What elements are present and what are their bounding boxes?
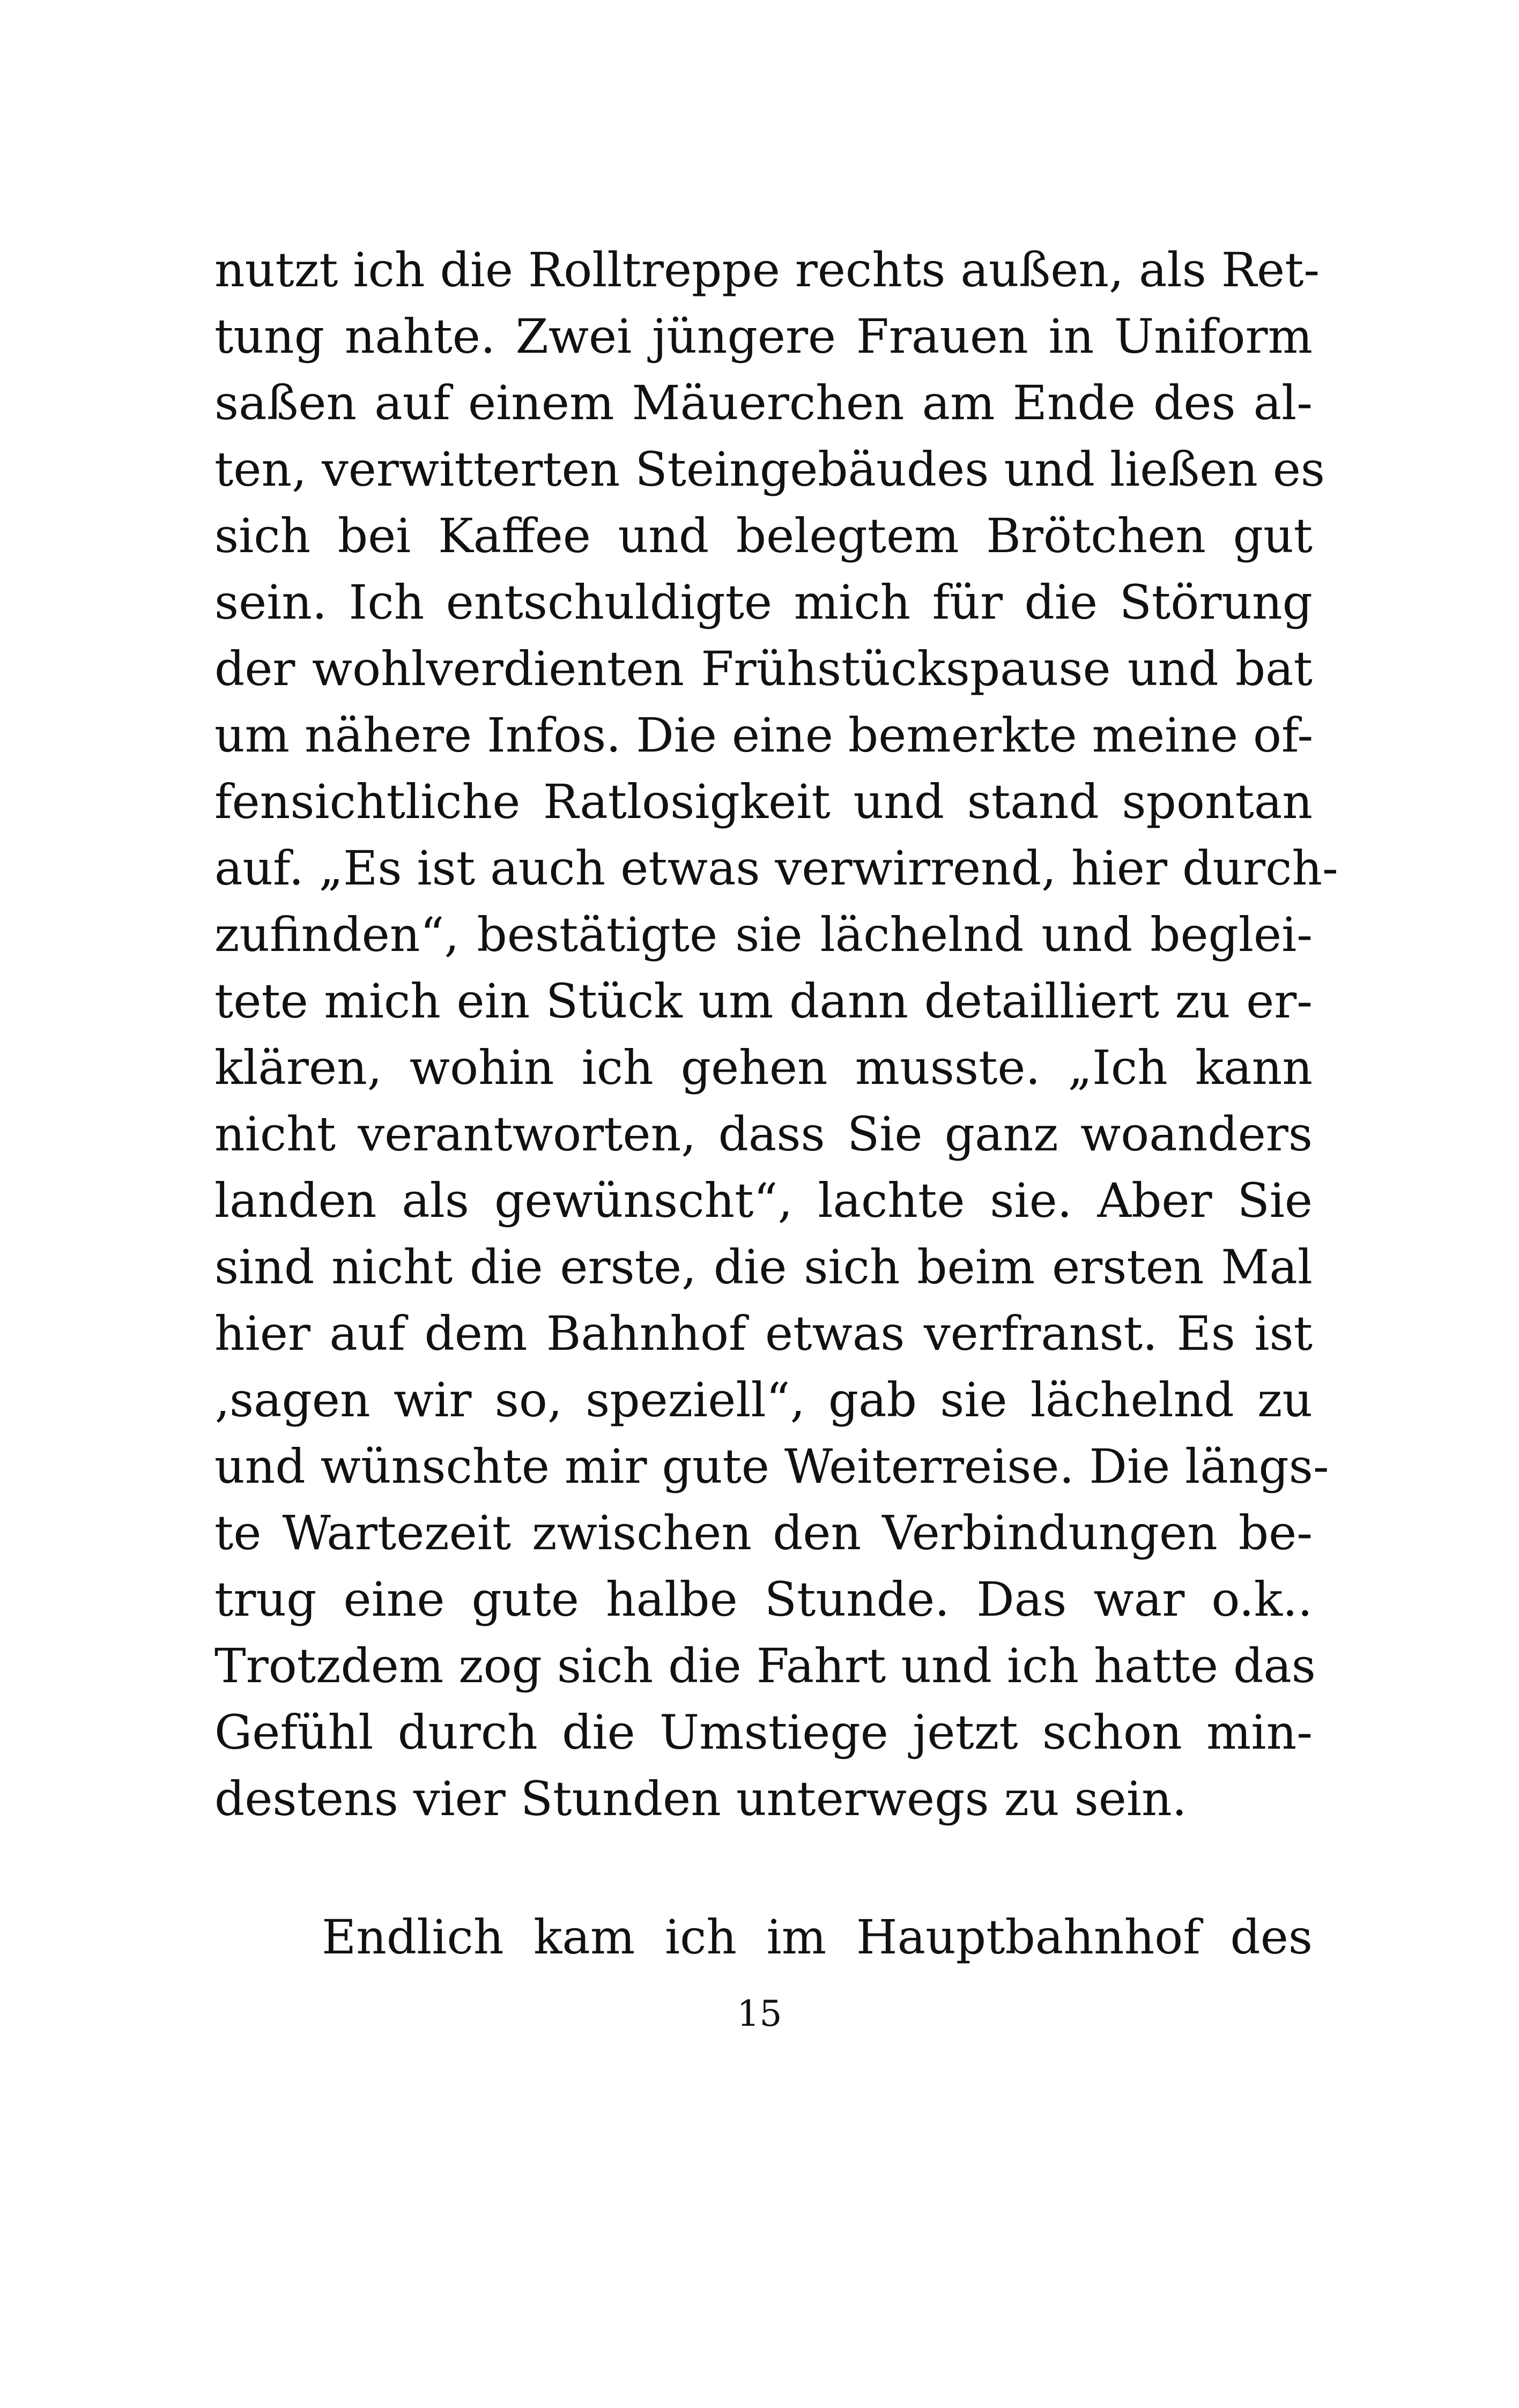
text-line: hier auf dem Bahnhof etwas verfranst. Es ist	[214, 1306, 1313, 1361]
text-line: trug eine gute halbe Stunde. Das war o.k..	[214, 1572, 1313, 1627]
text-line: saßen auf einem Mäuerchen am Ende des al-	[214, 375, 1313, 430]
text-line: landen als gewünscht“, lachte sie. Aber Sie	[214, 1173, 1313, 1228]
text-line: fensichtliche Ratlosigkeit und stand spontan	[214, 774, 1313, 829]
text-line: nutzt ich die Rolltreppe rechts außen, als Ret-	[214, 242, 1320, 298]
text-line: Endlich kam ich im Hauptbahnhof des	[322, 1909, 1313, 1965]
text-line: sein. Ich entschuldigte mich für die Störung	[214, 575, 1313, 630]
page-number: 15	[737, 1993, 782, 2034]
body-text	[214, 237, 1338, 1971]
text-line: tete mich ein Stück um dann detailliert zu er-	[214, 973, 1313, 1029]
text-line: sich bei Kaffee und belegtem Brötchen gut	[214, 508, 1313, 563]
text-line: Gefühl durch die Umstiege jetzt schon min-	[214, 1705, 1313, 1760]
text-line: der wohlverdienten Frühstückspause und bat	[214, 641, 1313, 696]
text-line: zufinden“, bestätigte sie lächelnd und beglei-	[214, 907, 1313, 962]
text-line: nicht verantworten, dass Sie ganz woanders	[214, 1106, 1313, 1162]
text-line: ten, verwitterten Steingebäudes und ließen es	[214, 442, 1325, 497]
text-line: destens vier Stunden unterwegs zu sein.	[214, 1771, 1187, 1826]
text-line: auf. „Es ist auch etwas verwirrend, hier durch-	[214, 841, 1338, 896]
paragraph-gap	[214, 1832, 1313, 1904]
paragraph	[214, 237, 1338, 1832]
text-line: Trotzdem zog sich die Fahrt und ich hatte das	[214, 1638, 1316, 1693]
text-line: um nähere Infos. Die eine bemerkte meine of-	[214, 708, 1314, 763]
text-line: sind nicht die erste, die sich beim ersten Mal	[214, 1239, 1313, 1295]
text-line: klären, wohin ich gehen musste. „Ich kann	[214, 1040, 1313, 1095]
text-line: tung nahte. Zwei jüngere Frauen in Uniform	[214, 309, 1313, 364]
text-line: und wünschte mir gute Weiterreise. Die längs-	[214, 1439, 1329, 1494]
text-line: ‚sagen wir so, speziell“, gab sie lächelnd zu	[214, 1372, 1313, 1428]
paragraph	[214, 1904, 1313, 1971]
text-line: te Wartezeit zwischen den Verbindungen be-	[214, 1505, 1313, 1560]
